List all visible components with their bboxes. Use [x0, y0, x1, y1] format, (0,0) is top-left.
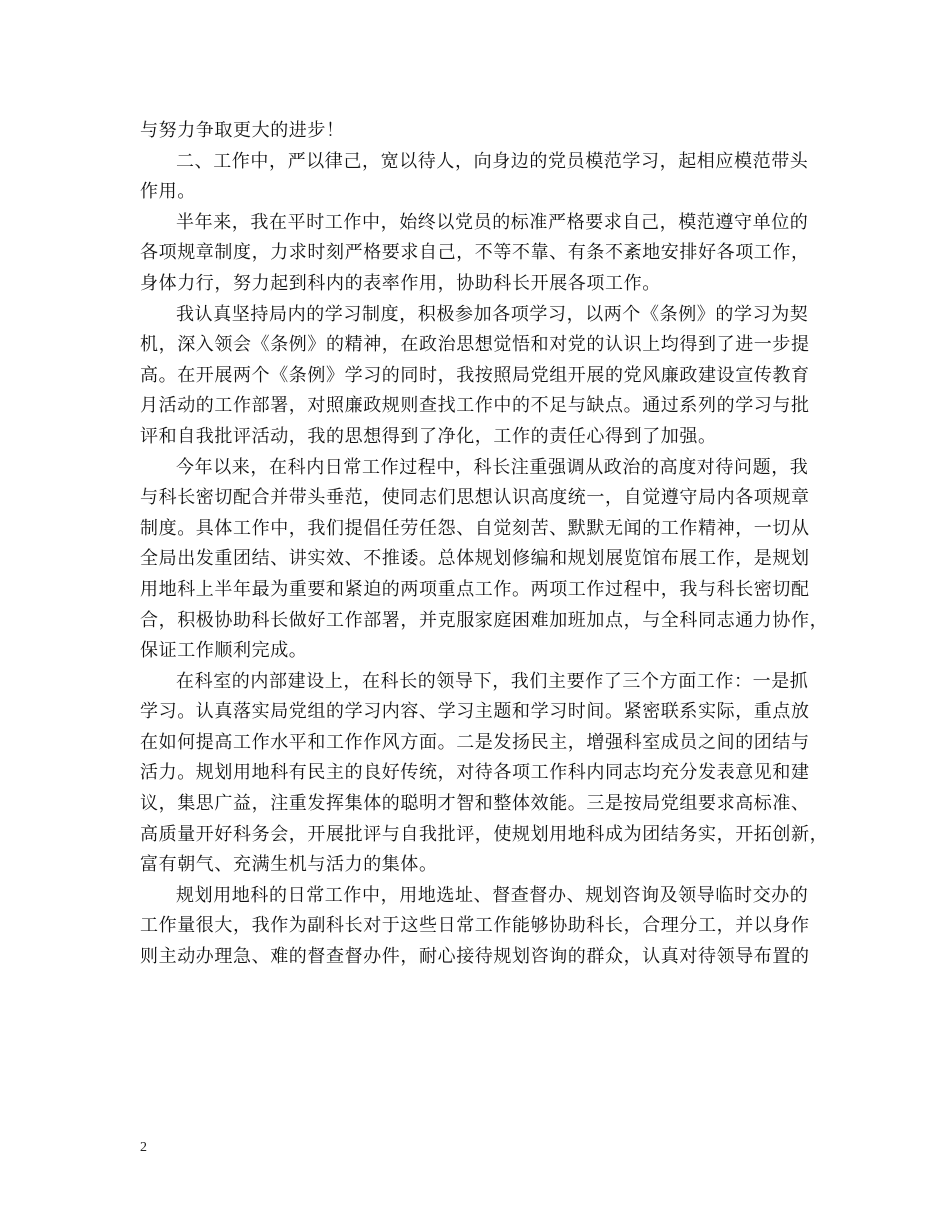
text-line: 高。在开展两个《条例》学习的同时，我按照局党组开展的党风廉政建设宣传教育	[140, 364, 810, 386]
text-line: 与努力争取更大的进步！	[140, 120, 345, 141]
text-line: 各项规章制度，力求时刻严格要求自己，不等不靠、有条不紊地安排好各项工作，	[140, 242, 810, 264]
text-line: 今年以来，在科内日常工作过程中，科长注重强调从政治的高度对待问题，我	[176, 456, 809, 478]
text-line: 富有朝气、充满生机与活力的集体。	[140, 854, 438, 876]
text-line: 机，深入领会《条例》的精神，在政治思想觉悟和对党的认识上均得到了进一步提	[140, 334, 810, 356]
text-line: 学习。认真落实局党组的学习内容、学习主题和学习时间。紧密联系实际，重点放	[140, 701, 810, 723]
text-line: 高质量开好科务会，开展批评与自我批评，使规划用地科成为团结务实，开拓创新，	[140, 823, 829, 845]
text-line: 我认真坚持局内的学习制度，积极参加各项学习，以两个《条例》的学习为契	[176, 303, 809, 325]
page-number: 2	[140, 1140, 147, 1155]
text-line: 与科长密切配合并带头垂范，使同志们思想认识高度统一，自觉遵守局内各项规章	[140, 487, 810, 509]
text-line: 则主动办理急、难的督查督办件，耐心接待规划咨询的群众，认真对待领导布置的	[140, 946, 810, 968]
text-line: 月活动的工作部署，对照廉政规则查找工作中的不足与缺点。通过系列的学习与批	[140, 395, 810, 417]
text-line: 半年来，我在平时工作中，始终以党员的标准严格要求自己，模范遵守单位的	[176, 211, 809, 233]
text-line: 制度。具体工作中，我们提倡任劳任怨、自觉刻苦、默默无闻的工作精神，一切从	[140, 517, 810, 539]
text-line: 工作量很大，我作为副科长对于这些日常工作能够协助科长，合理分工，并以身作	[140, 915, 810, 937]
text-line: 保证工作顺利完成。	[140, 640, 308, 662]
text-line: 作用。	[140, 181, 196, 203]
text-line: 活力。规划用地科有民主的良好传统，对待各项工作科内同志均充分发表意见和建	[140, 762, 810, 784]
text-line: 二、工作中，严以律己，宽以待人，向身边的党员模范学习，起相应模范带头	[176, 150, 809, 172]
document-body	[140, 116, 829, 973]
text-line: 评和自我批评活动，我的思想得到了净化，工作的责任心得到了加强。	[140, 425, 717, 447]
text-line: 用地科上半年最为重要和紧迫的两项重点工作。两项工作过程中，我与科长密切配	[140, 578, 810, 600]
text-line: 合，积极协助科长做好工作部署，并克服家庭困难加班加点，与全科同志通力协作，	[140, 609, 829, 631]
text-line: 身体力行，努力起到科内的表率作用，协助科长开展各项工作。	[140, 272, 661, 294]
text-line: 全局出发重团结、讲实效、不推诿。总体规划修编和规划展览馆布展工作，是规划	[140, 548, 810, 570]
text-line: 在科室的内部建设上，在科长的领导下，我们主要作了三个方面工作：一是抓	[176, 670, 809, 692]
text-line: 议，集思广益，注重发挥集体的聪明才智和整体效能。三是按局党组要求高标准、	[140, 793, 810, 815]
text-line: 规划用地科的日常工作中，用地选址、督查督办、规划咨询及领导临时交办的	[176, 884, 809, 906]
text-line: 在如何提高工作水平和工作作风方面。二是发扬民主，增强科室成员之间的团结与	[140, 731, 810, 753]
